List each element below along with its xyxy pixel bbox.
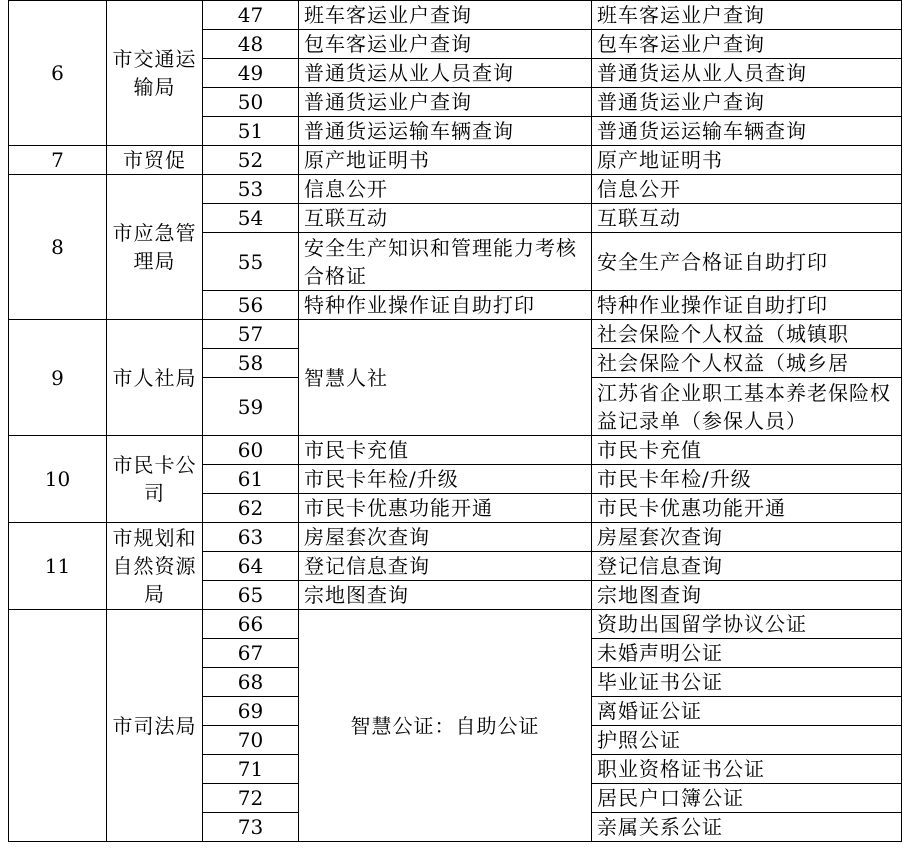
item-name: 智慧人社 [299,320,592,436]
item-name: 普通货运业户查询 [299,88,592,117]
item-number: 60 [203,436,299,465]
item-number: 48 [203,30,299,59]
department-cell: 市人社局 [107,320,203,436]
item-name: 登记信息查询 [299,552,592,581]
department-cell: 市贸促 [107,146,203,175]
item-name: 安全生产知识和管理能力考核合格证 [299,233,592,291]
group-number: 8 [9,175,107,320]
service-name: 信息公开 [592,175,902,204]
item-number: 65 [203,581,299,610]
item-number: 58 [203,349,299,378]
item-name: 宗地图查询 [299,581,592,610]
service-name: 社会保险个人权益（城乡居 [592,349,902,378]
item-number: 56 [203,291,299,320]
service-name: 护照公证 [592,726,902,755]
table-row [9,436,902,465]
item-number: 54 [203,204,299,233]
service-name: 未婚声明公证 [592,639,902,668]
item-number: 69 [203,697,299,726]
item-number: 64 [203,552,299,581]
service-name: 互联互动 [592,204,902,233]
service-name: 离婚证公证 [592,697,902,726]
department-cell: 市司法局 [107,610,203,842]
item-name: 市民卡优惠功能开通 [299,494,592,523]
item-name: 智慧公证：自助公证 [299,610,592,842]
service-name: 班车客运业户查询 [592,1,902,30]
item-name: 房屋套次查询 [299,523,592,552]
service-name: 市民卡优惠功能开通 [592,494,902,523]
item-name: 普通货运从业人员查询 [299,59,592,88]
table-row [9,146,902,175]
service-name: 安全生产合格证自助打印 [592,233,902,291]
item-name: 信息公开 [299,175,592,204]
item-number: 61 [203,465,299,494]
service-table [8,0,902,842]
table-row [9,175,902,204]
service-name: 职业资格证书公证 [592,755,902,784]
service-name: 宗地图查询 [592,581,902,610]
item-number: 68 [203,668,299,697]
table-row [9,1,902,30]
item-name: 市民卡年检/升级 [299,465,592,494]
item-number: 49 [203,59,299,88]
service-name: 社会保险个人权益（城镇职 [592,320,902,349]
service-name: 房屋套次查询 [592,523,902,552]
group-number: 6 [9,1,107,146]
department-cell: 市民卡公司 [107,436,203,523]
item-number: 62 [203,494,299,523]
item-name: 普通货运运输车辆查询 [299,117,592,146]
item-number: 55 [203,233,299,291]
service-name: 特种作业操作证自助打印 [592,291,902,320]
item-name: 特种作业操作证自助打印 [299,291,592,320]
item-number: 66 [203,610,299,639]
item-number: 59 [203,378,299,436]
item-number: 72 [203,784,299,813]
item-number: 57 [203,320,299,349]
service-name: 资助出国留学协议公证 [592,610,902,639]
service-name: 市民卡充值 [592,436,902,465]
item-name: 市民卡充值 [299,436,592,465]
item-number: 53 [203,175,299,204]
item-name: 包车客运业户查询 [299,30,592,59]
item-number: 70 [203,726,299,755]
service-name: 普通货运运输车辆查询 [592,117,902,146]
item-number: 51 [203,117,299,146]
service-name: 登记信息查询 [592,552,902,581]
service-name: 居民户口簿公证 [592,784,902,813]
service-name: 普通货运从业人员查询 [592,59,902,88]
department-cell: 市应急管理局 [107,175,203,320]
table-row [9,320,902,349]
department-cell: 市交通运输局 [107,1,203,146]
group-number: 10 [9,436,107,523]
group-number: 7 [9,146,107,175]
item-name: 互联互动 [299,204,592,233]
table-row [9,523,902,552]
item-number: 50 [203,88,299,117]
service-name: 毕业证书公证 [592,668,902,697]
item-number: 67 [203,639,299,668]
department-cell: 市规划和自然资源局 [107,523,203,610]
service-name: 江苏省企业职工基本养老保险权益记录单（参保人员） [592,378,902,436]
group-number [9,610,107,842]
service-name: 原产地证明书 [592,146,902,175]
service-name: 市民卡年检/升级 [592,465,902,494]
item-number: 63 [203,523,299,552]
group-number: 11 [9,523,107,610]
table-row [9,610,902,639]
service-name: 普通货运业户查询 [592,88,902,117]
service-name: 包车客运业户查询 [592,30,902,59]
item-number: 71 [203,755,299,784]
item-number: 73 [203,813,299,842]
item-name: 班车客运业户查询 [299,1,592,30]
item-number: 47 [203,1,299,30]
group-number: 9 [9,320,107,436]
item-number: 52 [203,146,299,175]
item-name: 原产地证明书 [299,146,592,175]
service-name: 亲属关系公证 [592,813,902,842]
